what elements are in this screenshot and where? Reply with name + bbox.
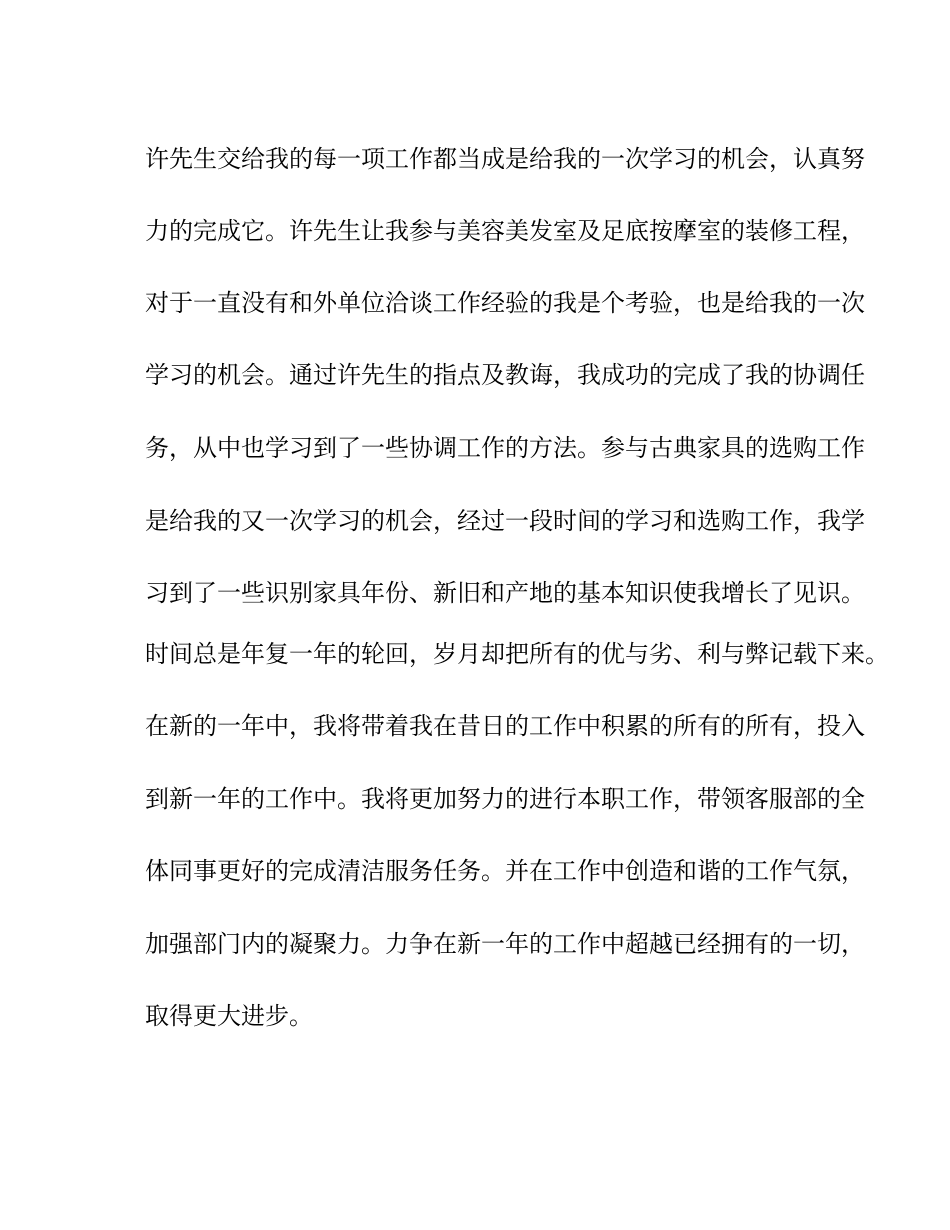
text-line: 到新一年的工作中。我将更加努力的进行本职工作，带领客服部的全	[145, 785, 865, 813]
text-line: 时间总是年复一年的轮回，岁月却把所有的优与劣、利与弊记载下来。	[145, 640, 889, 668]
text-line: 是给我的又一次学习的机会，经过一段时间的学习和选购工作，我学	[145, 507, 865, 535]
text-line: 对于一直没有和外单位洽谈工作经验的我是个考验，也是给我的一次	[145, 289, 865, 317]
text-line: 许先生交给我的每一项工作都当成是给我的一次学习的机会，认真努	[145, 145, 865, 173]
text-line: 取得更大进步。	[145, 1002, 313, 1030]
text-line: 习到了一些识别家具年份、新旧和产地的基本知识使我增长了见识。	[145, 579, 865, 607]
text-line: 务，从中也学习到了一些协调工作的方法。参与古典家具的选购工作	[145, 434, 865, 462]
text-line: 学习的机会。通过许先生的指点及教诲，我成功的完成了我的协调任	[145, 361, 865, 389]
text-line: 体同事更好的完成清洁服务任务。并在工作中创造和谐的工作气氛，	[145, 857, 865, 885]
text-line: 加强部门内的凝聚力。力争在新一年的工作中超越已经拥有的一切，	[145, 930, 865, 958]
text-line: 力的完成它。许先生让我参与美容美发室及足底按摩室的装修工程，	[145, 217, 865, 245]
text-line: 在新的一年中，我将带着我在昔日的工作中积累的所有的所有，投入	[145, 712, 865, 740]
